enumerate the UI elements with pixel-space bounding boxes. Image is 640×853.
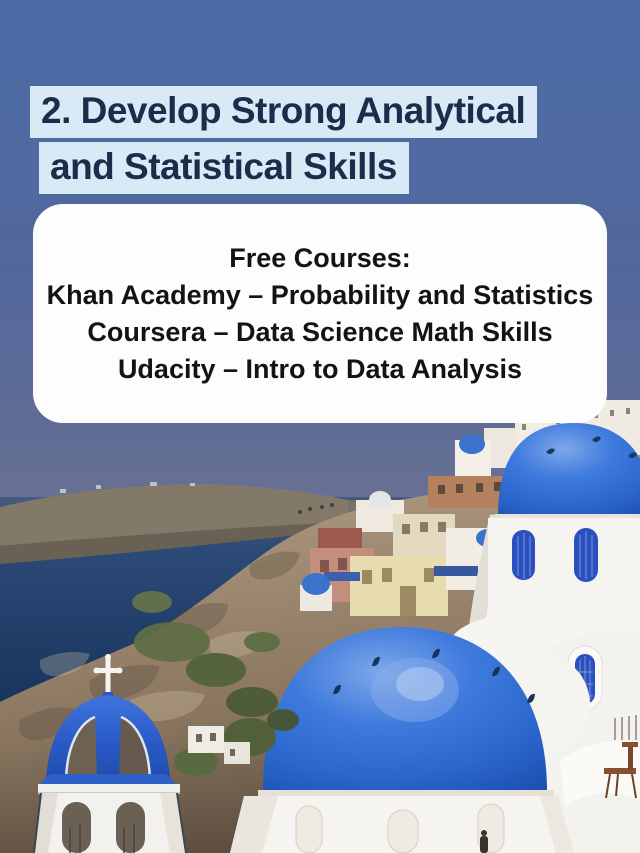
blue-awning <box>324 572 360 581</box>
slide-title <box>0 86 640 194</box>
card-heading: Free Courses: <box>229 242 411 273</box>
courses-card <box>33 204 607 423</box>
arched-blue-window <box>512 530 535 580</box>
cream-house <box>350 556 448 616</box>
course-item: Coursera – Data Science Math Skills <box>87 316 553 347</box>
maroon-house <box>318 528 362 550</box>
course-item: Udacity – Intro to Data Analysis <box>117 353 523 384</box>
title-line-1: 2. Develop Strong Analytical <box>30 86 537 138</box>
course-item: Khan Academy – Probability and Statistics <box>46 279 594 310</box>
person-silhouette <box>480 830 488 853</box>
title-line-2: and Statistical Skills <box>39 142 409 194</box>
small-blue-dome <box>459 434 485 454</box>
small-blue-dome-2 <box>302 573 330 595</box>
blue-awning-2 <box>434 566 478 576</box>
arched-blue-window-2 <box>574 528 598 582</box>
